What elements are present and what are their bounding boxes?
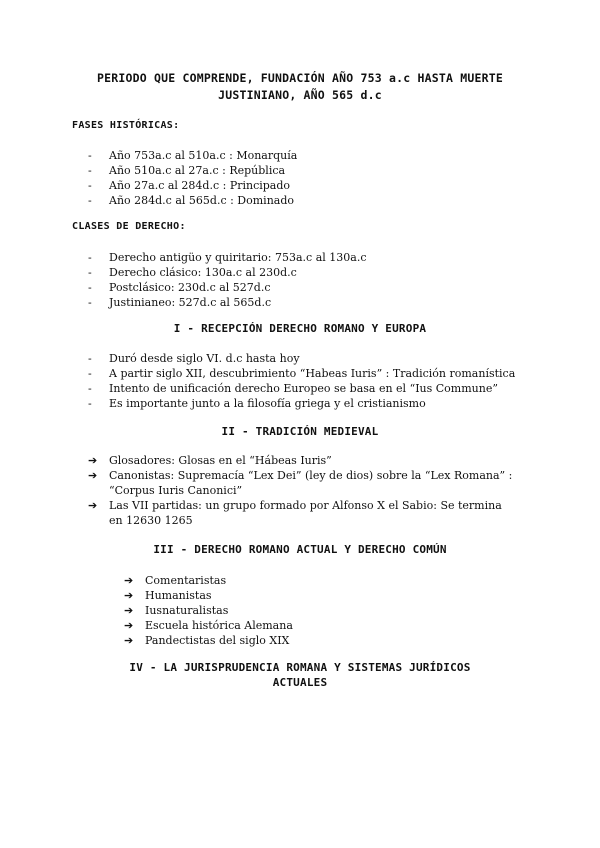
section-4-heading — [0, 660, 600, 690]
section-4-heading-line-2: ACTUALES — [272, 676, 328, 689]
arrow-right-icon: ➔ — [124, 604, 134, 617]
arrow-right-icon: ➔ — [124, 589, 134, 602]
list-item: - Derecho clásico: 130a.c al 230d.c — [88, 266, 297, 279]
dash-bullet: - — [88, 164, 92, 177]
dash-bullet: - — [88, 179, 92, 192]
dash-bullet: - — [88, 382, 92, 395]
list-item: - Justinianeo: 527d.c al 565d.c — [88, 296, 272, 309]
arrow-right-icon: ➔ — [124, 574, 134, 587]
list-item: - Año 27a.c al 284d.c : Principado — [88, 179, 291, 192]
list-item: - Año 284d.c al 565d.c : Dominado — [88, 194, 295, 207]
list-item: - Postclásico: 230d.c al 527d.c — [88, 281, 271, 294]
list-item: ➔ Las VII partidas: un grupo formado por Alfonso X el Sabio: Se termina en 12630 1265 — [88, 499, 502, 527]
title-line-2: JUSTINIANO, AÑO 565 d.c — [218, 88, 382, 102]
clases-label: CLASES DE DERECHO: — [72, 221, 186, 232]
list-item: - Es importante junto a la filosofía griega y el cristianismo — [88, 397, 426, 410]
dash-bullet: - — [88, 296, 92, 309]
arrow-right-icon: ➔ — [88, 469, 98, 482]
dash-bullet: - — [88, 397, 92, 410]
dash-bullet: - — [88, 251, 92, 264]
dash-bullet: - — [88, 352, 92, 365]
section-2-list — [88, 453, 518, 528]
title-line-1: PERIODO QUE COMPRENDE, FUNDACIÓN AÑO 753 a.c HASTA MUERTE — [96, 71, 504, 85]
dash-bullet: - — [88, 281, 92, 294]
arrow-right-icon: ➔ — [124, 634, 134, 647]
fases-label: FASES HISTÓRICAS: — [72, 120, 180, 131]
dash-bullet: - — [88, 266, 92, 279]
section-3-heading: III - DERECHO ROMANO ACTUAL Y DERECHO COMÚN — [153, 543, 447, 556]
section-2-heading: II - TRADICIÓN MEDIEVAL — [221, 425, 379, 438]
arrow-right-icon: ➔ — [124, 619, 134, 632]
section-3-list — [124, 573, 424, 648]
dash-bullet: - — [88, 194, 92, 207]
list-item: - Derecho antigüo y quiritario: 753a.c al 130a.c — [88, 251, 367, 264]
arrow-right-icon: ➔ — [88, 499, 98, 512]
page-title — [60, 70, 540, 104]
arrow-right-icon: ➔ — [88, 454, 98, 467]
list-item: - Intento de unificación derecho Europeo se basa en el “Ius Commune” — [88, 382, 498, 395]
list-item: ➔ Escuela histórica Alemana — [124, 619, 293, 632]
list-item: ➔ Iusnaturalistas — [124, 604, 229, 617]
dash-bullet: - — [88, 367, 92, 380]
list-item: - Duró desde siglo VI. d.c hasta hoy — [88, 352, 300, 365]
list-item: ➔ Humanistas — [124, 589, 212, 602]
list-item: ➔ Pandectistas del siglo XIX — [124, 634, 290, 647]
list-item: - Año 753a.c al 510a.c : Monarquía — [88, 149, 298, 162]
list-item: ➔ Comentaristas — [124, 574, 227, 587]
list-item: - A partir siglo XII, descubrimiento “Habeas Iuris” : Tradición romanística — [88, 367, 516, 380]
list-item: ➔ Glosadores: Glosas en el “Hábeas Iuris” — [88, 454, 332, 467]
section-1-heading: I - RECEPCIÓN DERECHO ROMANO Y EUROPA — [173, 322, 427, 335]
section-4-heading-line-1: IV - LA JURISPRUDENCIA ROMANA Y SISTEMAS JURÍDICOS — [129, 661, 471, 674]
fases-list — [88, 148, 548, 208]
dash-bullet: - — [88, 149, 92, 162]
section-1-list — [88, 351, 548, 411]
list-item: - Año 510a.c al 27a.c : República — [88, 164, 286, 177]
list-item: ➔ Canonistas: Supremacía “Lex Dei” (ley de dios) sobre la “Lex Romana” : “Corpus Iuris Canonici” — [88, 469, 513, 497]
clases-list — [88, 250, 548, 310]
